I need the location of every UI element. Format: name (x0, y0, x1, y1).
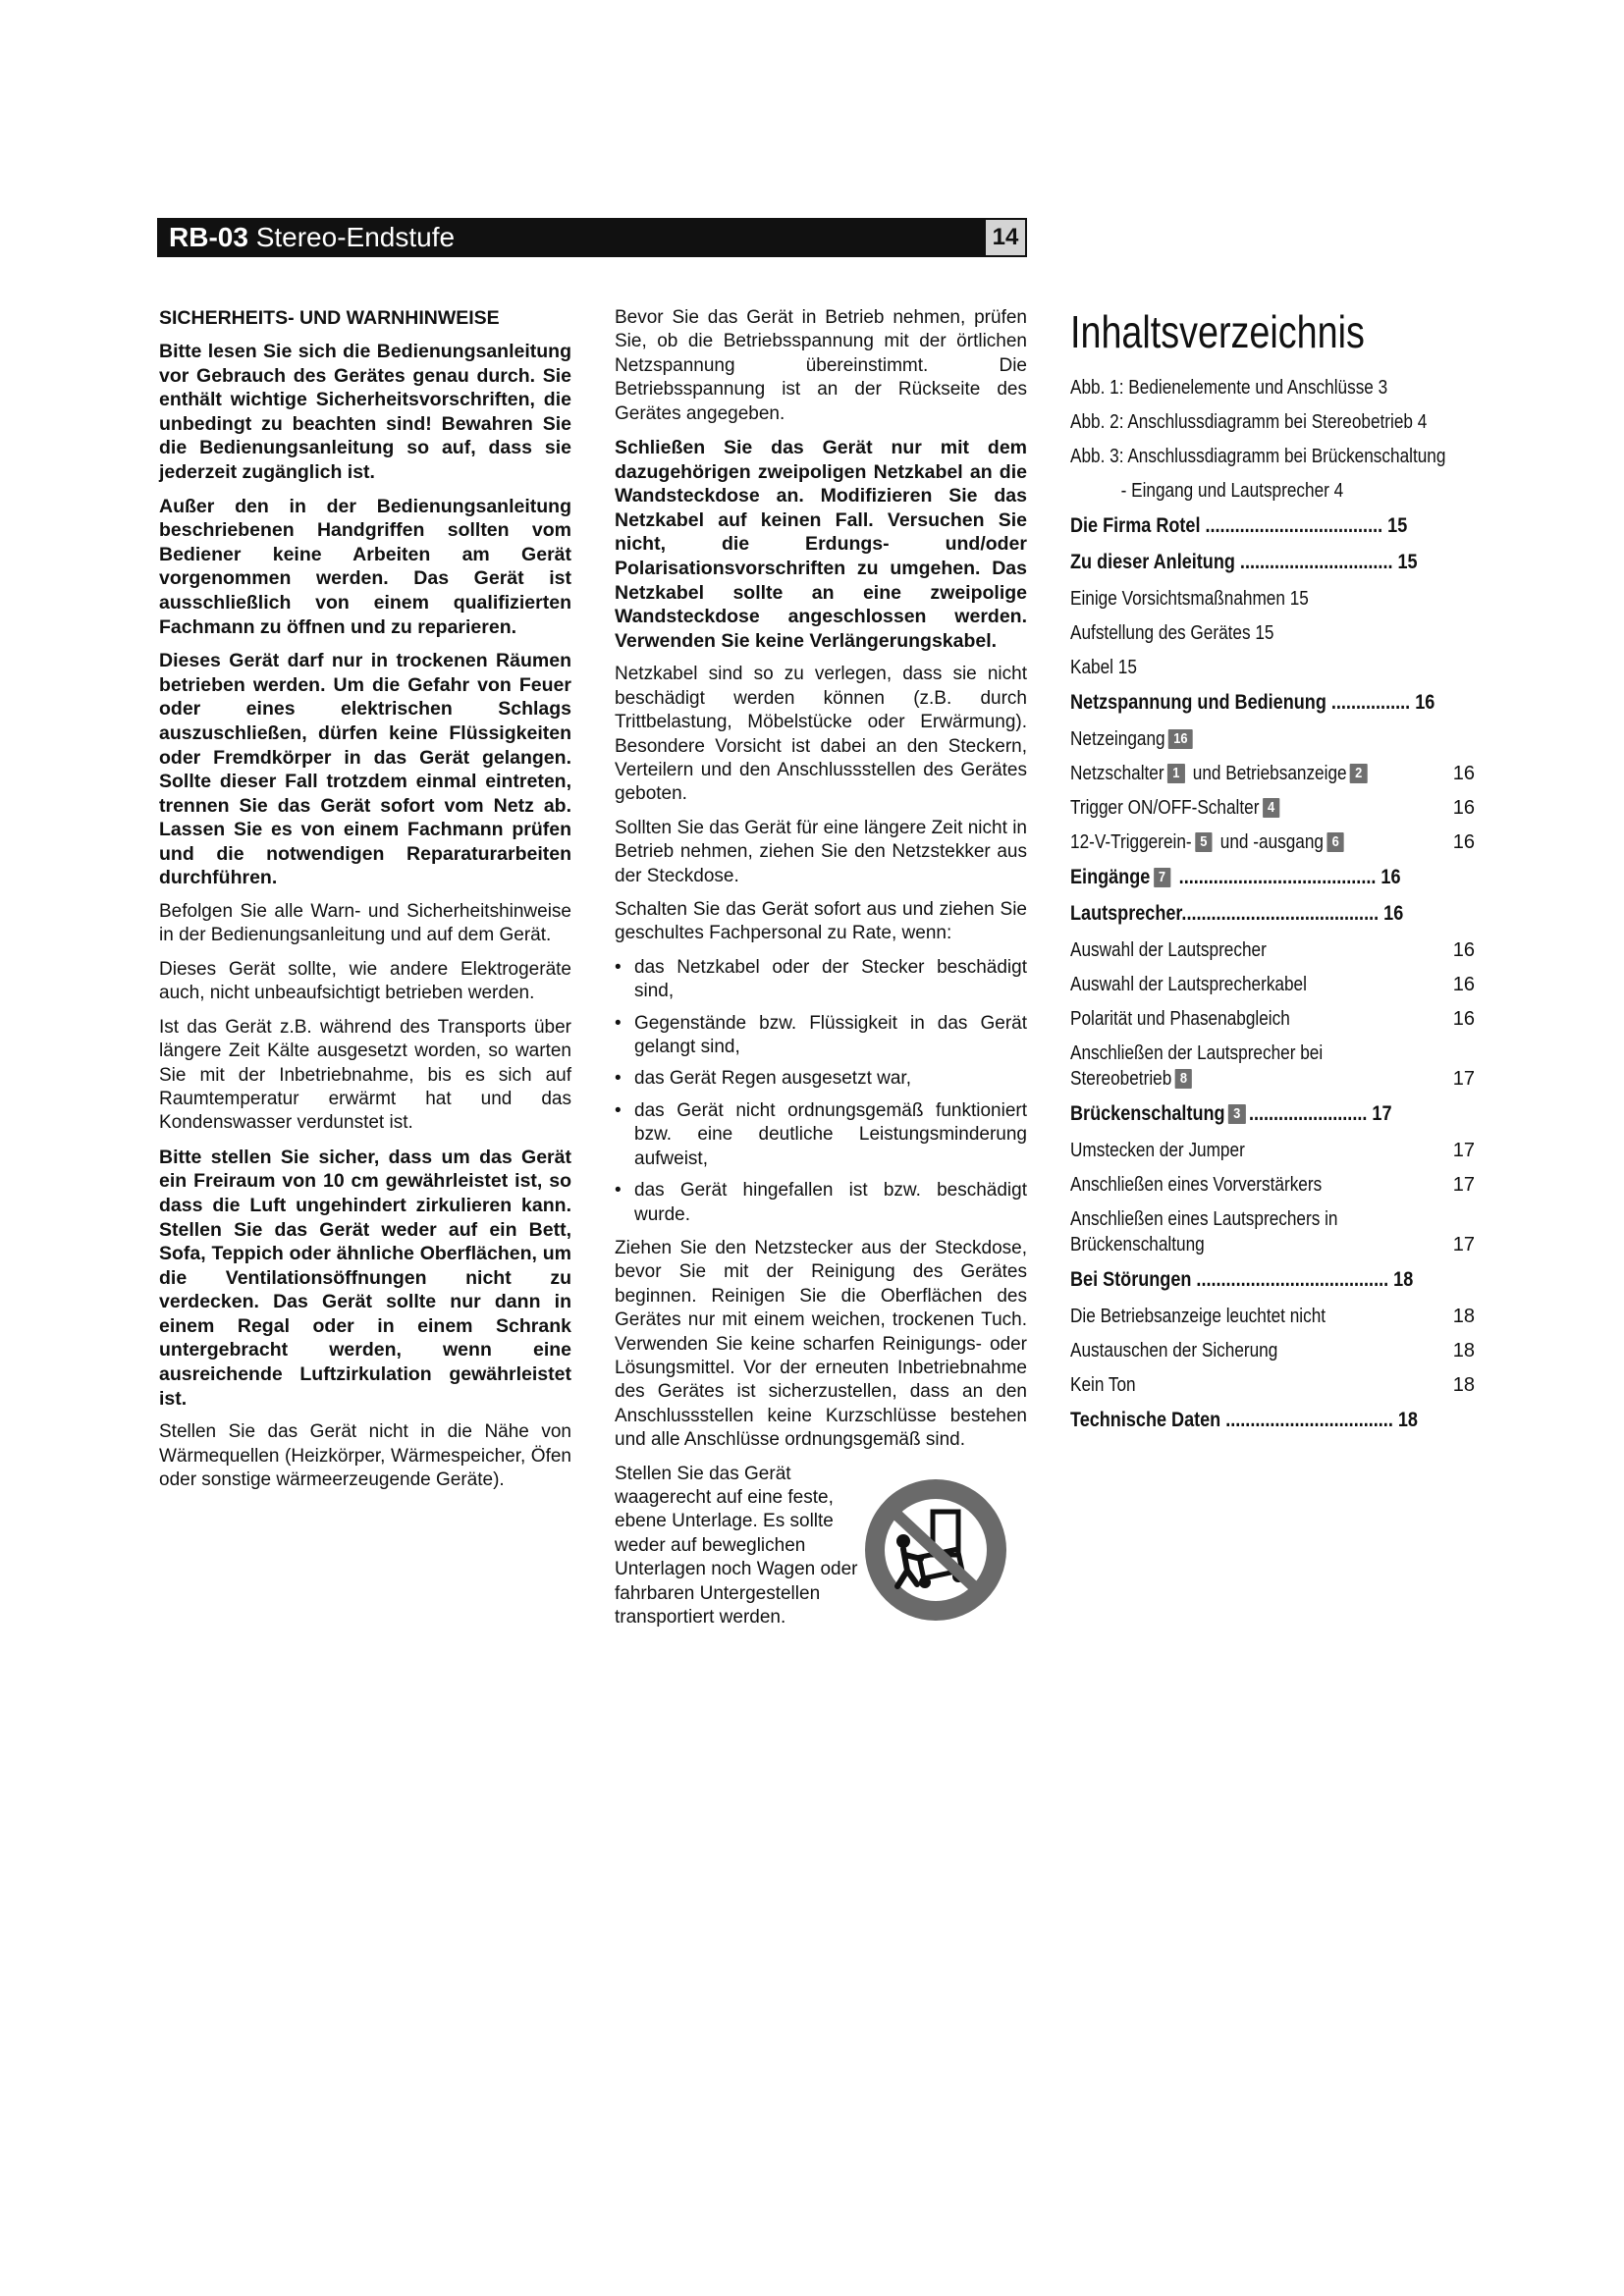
toc-label: Die Firma Rotel (1070, 514, 1206, 537)
list-item (615, 1012, 1027, 1060)
toc-page: 17 (1452, 1174, 1475, 1196)
figure-ref-chip: 7 (1154, 868, 1170, 887)
list-item-text: Gegenstände bzw. Flüssigkeit in das Gerät gelangt sind, (634, 1012, 1027, 1058)
toc-subentry: Anschließen der Lautsprecher bei (1070, 1042, 1324, 1064)
bullet-icon: • (615, 1180, 622, 1201)
transport-warning (615, 1463, 1027, 1659)
toc-page: 16 (1415, 691, 1435, 714)
safety-paragraph: Sollten Sie das Gerät für eine längere Zeit nicht in Betrieb nehmen, ziehen Sie den Netzstekker aus der Steckdose. (615, 817, 1027, 886)
figure-ref-chip: 8 (1175, 1069, 1192, 1089)
figure-ref-chip: 6 (1326, 832, 1343, 852)
toc-page: 15 (1387, 514, 1408, 537)
safety-paragraph: Schließen Sie das Gerät nur mit dem dazugehörigen zweipoligen Netzkabel an die Wandsteckdose an. Modifizieren Sie das Netzkabel auf keinen Fall. Versuchen Sie nicht, die Erdungs- und/oder Polarisationsvorschriften zu umgehen. Das Netzkabel sollte an eine zweipolige Wandsteckdose angeschlossen werden. Verwenden Sie keine Verlängerungskabel. (615, 437, 1027, 652)
toc-subentry (1070, 1066, 1483, 1092)
toc-subentry: Aufstellung des Gerätes 15 (1070, 622, 1274, 644)
toc-subentry (1070, 829, 1483, 855)
list-item-text: das Gerät hingefallen ist bzw. beschädigt wurde. (634, 1180, 1027, 1225)
toc-dots: .................................. (1225, 1409, 1393, 1431)
toc-dots: ............................... (1239, 551, 1393, 573)
toc-page: 17 (1452, 1234, 1475, 1255)
toc-subentry (1070, 972, 1483, 997)
toc-page: 15 (1397, 551, 1418, 573)
bullet-icon: • (615, 1068, 622, 1090)
toc-label: Kein Ton (1070, 1374, 1136, 1396)
toc-page: 16 (1452, 763, 1475, 784)
bullet-icon: • (615, 1099, 622, 1121)
safety-paragraph: Ist das Gerät z.B. während des Transports über längere Zeit Kälte ausgesetzt worden, so warten Sie mit der Inbetriebnahme, bis es sich auf Raumtemperatur erwärmt hat und das Kondenswasser verdunstet ist. (159, 1016, 571, 1134)
bullet-icon: • (615, 956, 622, 978)
toc-subentry (1070, 795, 1483, 821)
toc-figure-entry-cont: - Eingang und Lautsprecher 4 (1120, 480, 1344, 502)
model-name: RB-03 (169, 222, 248, 252)
toc-label-group (1070, 1066, 1196, 1092)
toc-label: Netzspannung und Bedienung (1070, 691, 1331, 714)
toc-subentry: Anschließen eines Lautsprechers in (1070, 1208, 1338, 1230)
toc-label: Austauschen der Sicherung (1070, 1340, 1278, 1362)
safety-paragraph: Bitte stellen Sie sicher, dass um das Gerät ein Freiraum von 10 cm gewährleistet ist, so dass die Luft ungehindert zirkulieren kann. Stellen Sie das Gerät weder auf ein Bett, Sofa, Teppich oder ähnliche Oberflächen, um die Ventilationsöffnungen nicht zu verdecken. Das Gerät sollte nur dann in einem Regal oder in einem Schrank untergebracht werden, wenn eine ausreichende Luftzirkulation gewährleistet ist. (159, 1146, 571, 1410)
list-item-text: das Netzkabel oder der Stecker beschädigt sind, (634, 956, 1027, 1002)
safety-paragraph: Ziehen Sie den Netzstecker aus der Steckdose, bevor Sie mit der Reinigung des Gerätes beginnen. Reinigen Sie die Oberflächen des Gerätes nur mit einem weichen, trockenen Tuch. Verwenden Sie keine scharfen Reinigungs- oder Lösungsmittel. Vor der erneuten Inbetriebnahme des Gerätes ist sicherzustellen, dass an den Anschlussstellen keine Kurzschlüsse bestehen und alle Anschlüsse ordnungsgemäß sind. (615, 1237, 1027, 1451)
toc-page: 17 (1452, 1140, 1475, 1161)
list-item-text: das Gerät Regen ausgesetzt war, (634, 1068, 911, 1090)
header-title (169, 222, 455, 253)
bullet-icon: • (615, 1012, 622, 1034)
toc-figure-entry (1070, 478, 1425, 504)
toc-label: Auswahl der Lautsprecherkabel (1070, 974, 1307, 995)
toc-label: Auswahl der Lautsprecher (1070, 939, 1267, 961)
figure-ref-chip: 2 (1350, 764, 1367, 783)
table-of-contents (1070, 306, 1483, 1444)
toc-subentry (1070, 1172, 1483, 1198)
toc-label: Zu dieser Anleitung (1070, 551, 1240, 573)
safety-paragraph: Bevor Sie das Gerät in Betrieb nehmen, prüfen Sie, ob die Betriebsspannung mit der örtlichen Netzspannung übereinstimmt. Die Betriebsspannung ist an der Rückseite des Gerätes angegeben. (615, 307, 1027, 424)
safety-paragraph: Schalten Sie das Gerät sofort aus und ziehen Sie geschultes Fachpersonal zu Rate, wenn: (615, 899, 1027, 944)
header-bar (157, 218, 1027, 257)
toc-entry-firma (1070, 513, 1425, 539)
page-number: 14 (986, 220, 1025, 255)
figure-ref-chip: 4 (1263, 798, 1279, 818)
toc-subentry (1070, 1304, 1483, 1329)
list-item (615, 1179, 1027, 1227)
toc-page: 18 (1452, 1340, 1475, 1362)
safety-column-1 (159, 306, 571, 1502)
list-item (615, 956, 1027, 1004)
toc-subentry: Einige Vorsichtsmaßnahmen 15 (1070, 588, 1309, 610)
figure-ref-chip: 3 (1228, 1104, 1245, 1124)
toc-page: 18 (1393, 1268, 1414, 1291)
toc-label: Die Betriebsanzeige leuchtet nicht (1070, 1306, 1326, 1327)
toc-subentry (1070, 1372, 1483, 1398)
toc-entry-netz (1070, 690, 1435, 716)
list-item (615, 1067, 1027, 1091)
toc-subentry (1070, 726, 1425, 752)
list-item (615, 1099, 1027, 1171)
safety-paragraph: Befolgen Sie alle Warn- und Sicherheitshinweise in der Bedienungsanleitung und auf dem Gerät. (159, 901, 571, 946)
toc-label: und Betriebsanzeige (1187, 763, 1347, 784)
figure-ref-chip: 16 (1168, 729, 1193, 749)
toc-dots: ........................................ (1181, 902, 1380, 925)
list-item-text: das Gerät nicht ordnungsgemäß funktioniert bzw. eine deutliche Leistungsminderung aufweist, (634, 1099, 1027, 1169)
toc-subentry (1070, 937, 1483, 963)
header-subtitle: Stereo-Endstufe (247, 222, 456, 252)
safety-column-2 (615, 306, 1027, 1659)
toc-dots: .................................... (1205, 514, 1383, 537)
toc-entry-lautsprecher (1070, 901, 1425, 927)
toc-dots: ........................................ (1173, 866, 1377, 888)
figure-ref-chip: 1 (1167, 764, 1184, 783)
toc-page: 16 (1452, 974, 1475, 995)
toc-label: Stereobetrieb (1070, 1068, 1172, 1090)
toc-entry-technische-daten (1070, 1408, 1425, 1433)
toc-figure-entry: Abb. 1: Bedienelemente und Anschlüsse 3 (1070, 377, 1388, 399)
toc-label: 12-V-Triggerein- (1070, 831, 1192, 853)
toc-label: Netzeingang (1070, 728, 1165, 750)
toc-dots: ....................................... (1196, 1268, 1389, 1291)
toc-entry-stoerungen (1070, 1267, 1425, 1293)
toc-figure-entry: Abb. 3: Anschlussdiagramm bei Brückenschaltung (1070, 446, 1446, 467)
toc-label: Bei Störungen (1070, 1268, 1197, 1291)
bullet-list (615, 956, 1027, 1227)
toc-page: 16 (1452, 1008, 1475, 1030)
toc-label: Brückenschaltung (1070, 1234, 1205, 1255)
toc-page: 17 (1372, 1102, 1392, 1125)
toc-subentry (1070, 1006, 1483, 1032)
toc-page: 16 (1452, 797, 1475, 819)
toc-page: 16 (1452, 939, 1475, 961)
toc-subentry (1070, 1232, 1483, 1257)
toc-entry-eingaenge (1070, 865, 1425, 890)
toc-page: 16 (1452, 831, 1475, 853)
toc-label: Eingänge (1070, 866, 1151, 888)
section-heading: SICHERHEITS- UND WARNHINWEISE (159, 307, 500, 329)
toc-title: Inhaltsverzeichnis (1070, 306, 1365, 357)
safety-paragraph: Bitte lesen Sie sich die Bedienungsanleitung vor Gebrauch des Gerätes genau durch. Sie enthält wichtige Sicherheitsvorschriften, die unbedingt zu beachten sind! Bewahren Sie die Bedienungsanleitung so auf, dass sie jederzeit zugänglich ist. (159, 341, 571, 483)
toc-subentry (1070, 1138, 1483, 1163)
figure-ref-chip: 5 (1195, 832, 1212, 852)
toc-label: und -ausgang (1216, 831, 1324, 853)
no-cart-transport-icon (862, 1476, 1009, 1624)
safety-paragraph: Dieses Gerät sollte, wie andere Elektrogeräte auch, nicht unbeaufsichtigt betrieben werden. (159, 958, 571, 1004)
toc-label-group (1070, 829, 1347, 855)
toc-label: Polarität und Phasenabgleich (1070, 1008, 1290, 1030)
safety-paragraph: Stellen Sie das Gerät nicht in die Nähe von Wärmequellen (Heizkörper, Wärmespeicher, Öfen oder sonstige wärmeerzeugende Geräte). (159, 1421, 571, 1491)
toc-page: 16 (1383, 902, 1404, 925)
toc-page: 18 (1452, 1306, 1475, 1327)
toc-page: 17 (1452, 1068, 1475, 1090)
toc-subentry (1070, 761, 1483, 786)
toc-label-group (1070, 761, 1371, 786)
toc-dots: ........................ (1248, 1102, 1368, 1125)
toc-label: Netzschalter (1070, 763, 1164, 784)
transport-warning-text: Stellen Sie das Gerät waagerecht auf eine feste, ebene Unterlage. Es sollte weder auf beweglichen Unterlagen noch Wagen oder fahrbaren Untergestellen transportiert werden. (615, 1463, 858, 1628)
toc-label-group (1070, 795, 1283, 821)
toc-page: 18 (1452, 1374, 1475, 1396)
toc-page: 16 (1380, 866, 1401, 888)
toc-label: Lautsprecher (1070, 902, 1182, 925)
toc-entry-bruecke (1070, 1101, 1425, 1127)
toc-label: Umstecken der Jumper (1070, 1140, 1245, 1161)
toc-page: 18 (1397, 1409, 1418, 1431)
safety-paragraph: Dieses Gerät darf nur in trockenen Räumen betrieben werden. Um die Gefahr von Feuer oder eines elektrischen Schlags auszuschließen, dürfen keine Flüssigkeiten oder Fremdkörper in das Gerät gelangen. Sollte dieser Fall trotzdem einmal eintreten, trennen Sie das Gerät sofort vom Netz ab. Lassen Sie es von einem Fachmann prüfen und die notwendigen Reparaturarbeiten durchführen. (159, 650, 571, 889)
toc-label: Brückenschaltung (1070, 1102, 1225, 1125)
toc-label: Anschließen eines Vorverstärkers (1070, 1174, 1323, 1196)
safety-paragraph: Außer den in der Bedienungsanleitung beschriebenen Handgriffen sollten vom Bediener keine Arbeiten am Gerät vorgenommen werden. Das Gerät ist ausschließlich von einem qualifizierten Fachmann zu öffnen und zu reparieren. (159, 495, 571, 638)
toc-entry-anleitung (1070, 550, 1425, 575)
toc-subentry: Kabel 15 (1070, 657, 1137, 678)
toc-figure-entry: Abb. 2: Anschlussdiagramm bei Stereobetrieb 4 (1070, 411, 1428, 433)
safety-paragraph: Netzkabel sind so zu verlegen, dass sie nicht beschädigt werden können (z.B. durch Trittbelastung, Möbelstücke oder Erwärmung). Besondere Vorsicht ist dabei an den Steckern, Verteilern und den Anschlussstellen des Gerätes geboten. (615, 664, 1027, 805)
toc-label: Technische Daten (1070, 1409, 1226, 1431)
toc-dots: ................ (1330, 691, 1411, 714)
toc-label: Trigger ON/OFF-Schalter (1070, 797, 1260, 819)
toc-subentry (1070, 1338, 1483, 1363)
